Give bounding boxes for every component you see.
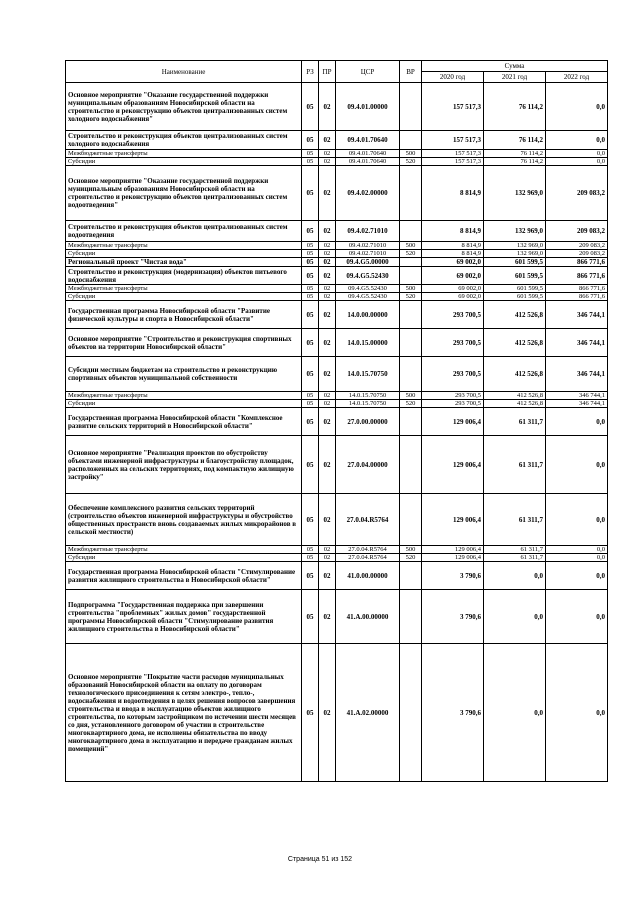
cell-name: Межбюджетные трансферты bbox=[66, 546, 302, 554]
cell-2021: 0,0 bbox=[484, 562, 546, 590]
cell-2020: 3 790,6 bbox=[422, 562, 484, 590]
cell-csr: 09.4.02.71010 bbox=[336, 250, 400, 258]
cell-2021: 76 114,2 bbox=[484, 131, 546, 150]
cell-name: Государственная программа Новосибирской области "Стимулирование развития жилищного строительства в Новосибирской области" bbox=[66, 562, 302, 590]
cell-csr: 27.0.04.00000 bbox=[336, 436, 400, 494]
table-row bbox=[66, 357, 608, 392]
cell-2022: 0,0 bbox=[546, 150, 608, 158]
cell-2021: 132 969,0 bbox=[484, 221, 546, 242]
cell-2022: 866 771,6 bbox=[546, 258, 608, 267]
cell-2021: 601 599,5 bbox=[484, 285, 546, 293]
cell-2020: 293 700,5 bbox=[422, 357, 484, 392]
cell-vr: 500 bbox=[400, 242, 422, 250]
cell-pr: 02 bbox=[319, 357, 336, 392]
cell-rz: 05 bbox=[302, 554, 319, 562]
cell-name: Основное мероприятие "Оказание государственной поддержки муниципальным образованиям Новосибирской области на строительство и реконструкцию объектов централизованных систем холодного водоснабжения" bbox=[66, 83, 302, 131]
cell-2020: 129 006,4 bbox=[422, 494, 484, 546]
cell-vr: 520 bbox=[400, 400, 422, 408]
cell-2022: 0,0 bbox=[546, 644, 608, 782]
cell-2020: 69 002,0 bbox=[422, 285, 484, 293]
cell-csr: 41.A.02.00000 bbox=[336, 644, 400, 782]
table-row bbox=[66, 554, 608, 562]
cell-rz: 05 bbox=[302, 494, 319, 546]
cell-name: Основное мероприятие "Покрытие части расходов муниципальных образований Новосибирской области на оплату по договорам технологического присоединения к сетям электро-, тепло-, водоснабжения и водоотведения в целях решения вопросов завершения строительства и ввода в эксплуатацию объектов жилищного строительства, по которым застройщиком по истечении шести месяцев со дня, установленного договором об участии в строительстве многоквартирного дома, не исполнены обязательства по вводу многоквартирного дома в эксплуатацию и передаче гражданам жилых помещений" bbox=[66, 644, 302, 782]
cell-2022: 209 083,2 bbox=[546, 250, 608, 258]
cell-pr: 02 bbox=[319, 554, 336, 562]
cell-rz: 05 bbox=[302, 590, 319, 644]
table-row bbox=[66, 250, 608, 258]
cell-2022: 346 744,1 bbox=[546, 329, 608, 357]
cell-2021: 132 969,0 bbox=[484, 166, 546, 221]
cell-vr bbox=[400, 562, 422, 590]
cell-2020: 157 517,3 bbox=[422, 131, 484, 150]
cell-csr: 09.4.01.70640 bbox=[336, 150, 400, 158]
cell-csr: 09.4.01.70640 bbox=[336, 131, 400, 150]
cell-csr: 14.0.15.70750 bbox=[336, 357, 400, 392]
header-pr: ПР bbox=[319, 61, 336, 83]
cell-2020: 8 814,9 bbox=[422, 166, 484, 221]
cell-2021: 601 599,5 bbox=[484, 258, 546, 267]
cell-2020: 293 700,5 bbox=[422, 392, 484, 400]
table-row bbox=[66, 392, 608, 400]
cell-rz: 05 bbox=[302, 562, 319, 590]
table-row bbox=[66, 301, 608, 329]
cell-2022: 209 083,2 bbox=[546, 166, 608, 221]
cell-csr: 09.4.01.70640 bbox=[336, 158, 400, 166]
cell-pr: 02 bbox=[319, 221, 336, 242]
cell-csr: 09.4.02.00000 bbox=[336, 166, 400, 221]
cell-2022: 866 771,6 bbox=[546, 267, 608, 285]
cell-vr bbox=[400, 166, 422, 221]
header-csr: ЦСР bbox=[336, 61, 400, 83]
table-row bbox=[66, 293, 608, 301]
cell-csr: 14.0.15.70750 bbox=[336, 392, 400, 400]
header-name: Наименование bbox=[66, 61, 302, 83]
cell-csr: 27.0.00.00000 bbox=[336, 408, 400, 436]
cell-pr: 02 bbox=[319, 293, 336, 301]
cell-2021: 61 311,7 bbox=[484, 554, 546, 562]
cell-pr: 02 bbox=[319, 250, 336, 258]
cell-csr: 09.4.G5.52430 bbox=[336, 285, 400, 293]
cell-2022: 0,0 bbox=[546, 408, 608, 436]
table-row bbox=[66, 400, 608, 408]
cell-csr: 41.A.00.00000 bbox=[336, 590, 400, 644]
cell-rz: 05 bbox=[302, 285, 319, 293]
cell-csr: 27.0.04.R5764 bbox=[336, 546, 400, 554]
cell-rz: 05 bbox=[302, 150, 319, 158]
header-sum: Сумма bbox=[422, 61, 608, 72]
cell-rz: 05 bbox=[302, 546, 319, 554]
cell-name: Строительство и реконструкция (модернизация) объектов питьевого водоснабжения bbox=[66, 267, 302, 285]
cell-rz: 05 bbox=[302, 436, 319, 494]
table-row bbox=[66, 329, 608, 357]
cell-2021: 0,0 bbox=[484, 644, 546, 782]
cell-2022: 0,0 bbox=[546, 494, 608, 546]
table-row bbox=[66, 166, 608, 221]
cell-vr bbox=[400, 221, 422, 242]
table-row bbox=[66, 150, 608, 158]
cell-rz: 05 bbox=[302, 408, 319, 436]
cell-name: Строительство и реконструкция объектов централизованных систем холодного водоснабжения bbox=[66, 131, 302, 150]
cell-pr: 02 bbox=[319, 392, 336, 400]
header-vr: ВР bbox=[400, 61, 422, 83]
header-2022: 2022 год bbox=[546, 72, 608, 83]
cell-2021: 61 311,7 bbox=[484, 546, 546, 554]
cell-name: Субсидии bbox=[66, 400, 302, 408]
cell-vr: 500 bbox=[400, 546, 422, 554]
cell-vr: 520 bbox=[400, 158, 422, 166]
cell-2020: 8 814,9 bbox=[422, 221, 484, 242]
cell-2021: 76 114,2 bbox=[484, 150, 546, 158]
cell-2020: 129 006,4 bbox=[422, 546, 484, 554]
cell-rz: 05 bbox=[302, 83, 319, 131]
cell-vr: 500 bbox=[400, 285, 422, 293]
cell-2022: 0,0 bbox=[546, 546, 608, 554]
cell-rz: 05 bbox=[302, 221, 319, 242]
cell-2021: 412 526,8 bbox=[484, 357, 546, 392]
cell-2022: 0,0 bbox=[546, 436, 608, 494]
cell-vr: 500 bbox=[400, 150, 422, 158]
cell-vr bbox=[400, 301, 422, 329]
cell-2020: 69 002,0 bbox=[422, 293, 484, 301]
table-row bbox=[66, 494, 608, 546]
cell-2021: 61 311,7 bbox=[484, 494, 546, 546]
page-number: Страница 51 из 152 bbox=[287, 856, 353, 863]
cell-rz: 05 bbox=[302, 293, 319, 301]
cell-vr bbox=[400, 590, 422, 644]
cell-rz: 05 bbox=[302, 158, 319, 166]
cell-pr: 02 bbox=[319, 590, 336, 644]
cell-pr: 02 bbox=[319, 329, 336, 357]
cell-2020: 3 790,6 bbox=[422, 590, 484, 644]
cell-2021: 412 526,8 bbox=[484, 400, 546, 408]
cell-pr: 02 bbox=[319, 166, 336, 221]
cell-2021: 76 114,2 bbox=[484, 158, 546, 166]
cell-pr: 02 bbox=[319, 546, 336, 554]
cell-2020: 157 517,3 bbox=[422, 83, 484, 131]
cell-csr: 27.0.04.R5764 bbox=[336, 554, 400, 562]
cell-pr: 02 bbox=[319, 436, 336, 494]
cell-pr: 02 bbox=[319, 131, 336, 150]
table-row bbox=[66, 158, 608, 166]
cell-csr: 14.0.15.00000 bbox=[336, 329, 400, 357]
cell-2022: 346 744,1 bbox=[546, 400, 608, 408]
cell-csr: 14.0.00.00000 bbox=[336, 301, 400, 329]
cell-csr: 09.4.01.00000 bbox=[336, 83, 400, 131]
cell-2022: 209 083,2 bbox=[546, 242, 608, 250]
cell-name: Субсидии bbox=[66, 554, 302, 562]
cell-2022: 0,0 bbox=[546, 83, 608, 131]
cell-2020: 293 700,5 bbox=[422, 329, 484, 357]
cell-2020: 69 002,0 bbox=[422, 258, 484, 267]
cell-2021: 76 114,2 bbox=[484, 83, 546, 131]
cell-2020: 157 517,3 bbox=[422, 158, 484, 166]
cell-vr bbox=[400, 644, 422, 782]
cell-2020: 3 790,6 bbox=[422, 644, 484, 782]
cell-2021: 132 969,0 bbox=[484, 250, 546, 258]
cell-name: Межбюджетные трансферты bbox=[66, 285, 302, 293]
cell-2022: 866 771,6 bbox=[546, 285, 608, 293]
cell-2022: 209 083,2 bbox=[546, 221, 608, 242]
cell-2021: 601 599,5 bbox=[484, 293, 546, 301]
cell-pr: 02 bbox=[319, 285, 336, 293]
cell-csr: 27.0.04.R5764 bbox=[336, 494, 400, 546]
cell-2022: 866 771,6 bbox=[546, 293, 608, 301]
cell-name: Субсидии bbox=[66, 250, 302, 258]
cell-pr: 02 bbox=[319, 150, 336, 158]
table-row bbox=[66, 562, 608, 590]
cell-rz: 05 bbox=[302, 329, 319, 357]
cell-2020: 293 700,5 bbox=[422, 400, 484, 408]
table-row bbox=[66, 267, 608, 285]
header-2021: 2021 год bbox=[484, 72, 546, 83]
cell-pr: 02 bbox=[319, 562, 336, 590]
cell-vr bbox=[400, 83, 422, 131]
cell-rz: 05 bbox=[302, 357, 319, 392]
cell-2022: 0,0 bbox=[546, 158, 608, 166]
table-row bbox=[66, 408, 608, 436]
cell-2021: 61 311,7 bbox=[484, 436, 546, 494]
cell-vr bbox=[400, 357, 422, 392]
table-row bbox=[66, 285, 608, 293]
cell-csr: 09.4.G5.52430 bbox=[336, 293, 400, 301]
cell-name: Основное мероприятие "Оказание государственной поддержки муниципальным образованиям Новосибирской области на строительство и реконструкцию объектов централизованных систем водоотведения" bbox=[66, 166, 302, 221]
cell-name: Основное мероприятие "Строительство и реконструкция спортивных объектов на территории Новосибирской области" bbox=[66, 329, 302, 357]
cell-2021: 412 526,8 bbox=[484, 301, 546, 329]
cell-2022: 0,0 bbox=[546, 562, 608, 590]
table-row bbox=[66, 131, 608, 150]
table-row bbox=[66, 436, 608, 494]
cell-csr: 09.4.02.71010 bbox=[336, 242, 400, 250]
cell-csr: 41.0.00.00000 bbox=[336, 562, 400, 590]
cell-vr bbox=[400, 408, 422, 436]
cell-2021: 132 969,0 bbox=[484, 242, 546, 250]
cell-name: Межбюджетные трансферты bbox=[66, 150, 302, 158]
cell-name: Строительство и реконструкция объектов централизованных систем водоотведения bbox=[66, 221, 302, 242]
cell-rz: 05 bbox=[302, 400, 319, 408]
cell-rz: 05 bbox=[302, 267, 319, 285]
table-row bbox=[66, 546, 608, 554]
cell-name: Субсидии bbox=[66, 158, 302, 166]
cell-rz: 05 bbox=[302, 644, 319, 782]
header-rz: РЗ bbox=[302, 61, 319, 83]
table-body bbox=[66, 83, 608, 782]
cell-name: Межбюджетные трансферты bbox=[66, 392, 302, 400]
cell-vr bbox=[400, 267, 422, 285]
table-row bbox=[66, 83, 608, 131]
cell-vr bbox=[400, 258, 422, 267]
cell-vr bbox=[400, 494, 422, 546]
cell-vr bbox=[400, 436, 422, 494]
cell-2020: 157 517,3 bbox=[422, 150, 484, 158]
cell-pr: 02 bbox=[319, 301, 336, 329]
cell-vr: 520 bbox=[400, 554, 422, 562]
cell-2020: 69 002,0 bbox=[422, 267, 484, 285]
cell-pr: 02 bbox=[319, 242, 336, 250]
cell-rz: 05 bbox=[302, 258, 319, 267]
table-row bbox=[66, 258, 608, 267]
cell-2021: 412 526,8 bbox=[484, 329, 546, 357]
cell-vr: 520 bbox=[400, 293, 422, 301]
cell-csr: 14.0.15.70750 bbox=[336, 400, 400, 408]
cell-pr: 02 bbox=[319, 408, 336, 436]
header-2020: 2020 год bbox=[422, 72, 484, 83]
table-row bbox=[66, 590, 608, 644]
cell-pr: 02 bbox=[319, 158, 336, 166]
cell-2022: 346 744,1 bbox=[546, 392, 608, 400]
cell-pr: 02 bbox=[319, 258, 336, 267]
cell-2022: 0,0 bbox=[546, 590, 608, 644]
cell-2022: 346 744,1 bbox=[546, 357, 608, 392]
cell-csr: 09.4.G5.00000 bbox=[336, 258, 400, 267]
cell-vr bbox=[400, 329, 422, 357]
cell-name: Основное мероприятие "Реализация проектов по обустройству объектами инженерной инфраструктуры и благоустройству площадок, расположенных на сельских территориях, под компактную жилищную застройку" bbox=[66, 436, 302, 494]
cell-rz: 05 bbox=[302, 131, 319, 150]
cell-name: Субсидии местным бюджетам на строительство и реконструкцию спортивных объектов муниципальной собственности bbox=[66, 357, 302, 392]
cell-2020: 129 006,4 bbox=[422, 436, 484, 494]
cell-name: Государственная программа Новосибирской области "Развитие физической культуры и спорта в Новосибирской области" bbox=[66, 301, 302, 329]
cell-name: Подпрограмма "Государственная поддержка при завершении строительства "проблемных" жилых домов" государственной программы Новосибирской области "Стимулирование развития жилищного строительства в Новосибирской области" bbox=[66, 590, 302, 644]
cell-pr: 02 bbox=[319, 644, 336, 782]
table-row bbox=[66, 221, 608, 242]
table-row bbox=[66, 644, 608, 782]
cell-vr bbox=[400, 131, 422, 150]
cell-2022: 0,0 bbox=[546, 131, 608, 150]
cell-rz: 05 bbox=[302, 250, 319, 258]
cell-2021: 601 599,5 bbox=[484, 267, 546, 285]
cell-name: Региональный проект "Чистая вода" bbox=[66, 258, 302, 267]
cell-rz: 05 bbox=[302, 392, 319, 400]
cell-2020: 8 814,9 bbox=[422, 250, 484, 258]
cell-csr: 09.4.02.71010 bbox=[336, 221, 400, 242]
cell-name: Обеспечение комплексного развития сельских территорий (строительство объектов инженерной инфраструктуры и обустройство общественных пространств вновь создаваемых жилых микрорайонов в сельской местности) bbox=[66, 494, 302, 546]
cell-rz: 05 bbox=[302, 166, 319, 221]
cell-2020: 8 814,9 bbox=[422, 242, 484, 250]
cell-2020: 129 006,4 bbox=[422, 408, 484, 436]
table-row bbox=[66, 242, 608, 250]
cell-pr: 02 bbox=[319, 494, 336, 546]
cell-name: Государственная программа Новосибирской области "Комплексное развитие сельских территорий в Новосибирской области" bbox=[66, 408, 302, 436]
cell-2020: 293 700,5 bbox=[422, 301, 484, 329]
cell-2021: 61 311,7 bbox=[484, 408, 546, 436]
cell-name: Субсидии bbox=[66, 293, 302, 301]
cell-csr: 09.4.G5.52430 bbox=[336, 267, 400, 285]
cell-2022: 0,0 bbox=[546, 554, 608, 562]
cell-2022: 346 744,1 bbox=[546, 301, 608, 329]
cell-2021: 412 526,8 bbox=[484, 392, 546, 400]
cell-pr: 02 bbox=[319, 83, 336, 131]
budget-table bbox=[65, 60, 608, 782]
cell-name: Межбюджетные трансферты bbox=[66, 242, 302, 250]
cell-rz: 05 bbox=[302, 242, 319, 250]
cell-pr: 02 bbox=[319, 267, 336, 285]
cell-vr: 500 bbox=[400, 392, 422, 400]
cell-vr: 520 bbox=[400, 250, 422, 258]
cell-2021: 0,0 bbox=[484, 590, 546, 644]
cell-pr: 02 bbox=[319, 400, 336, 408]
cell-rz: 05 bbox=[302, 301, 319, 329]
cell-2020: 129 006,4 bbox=[422, 554, 484, 562]
